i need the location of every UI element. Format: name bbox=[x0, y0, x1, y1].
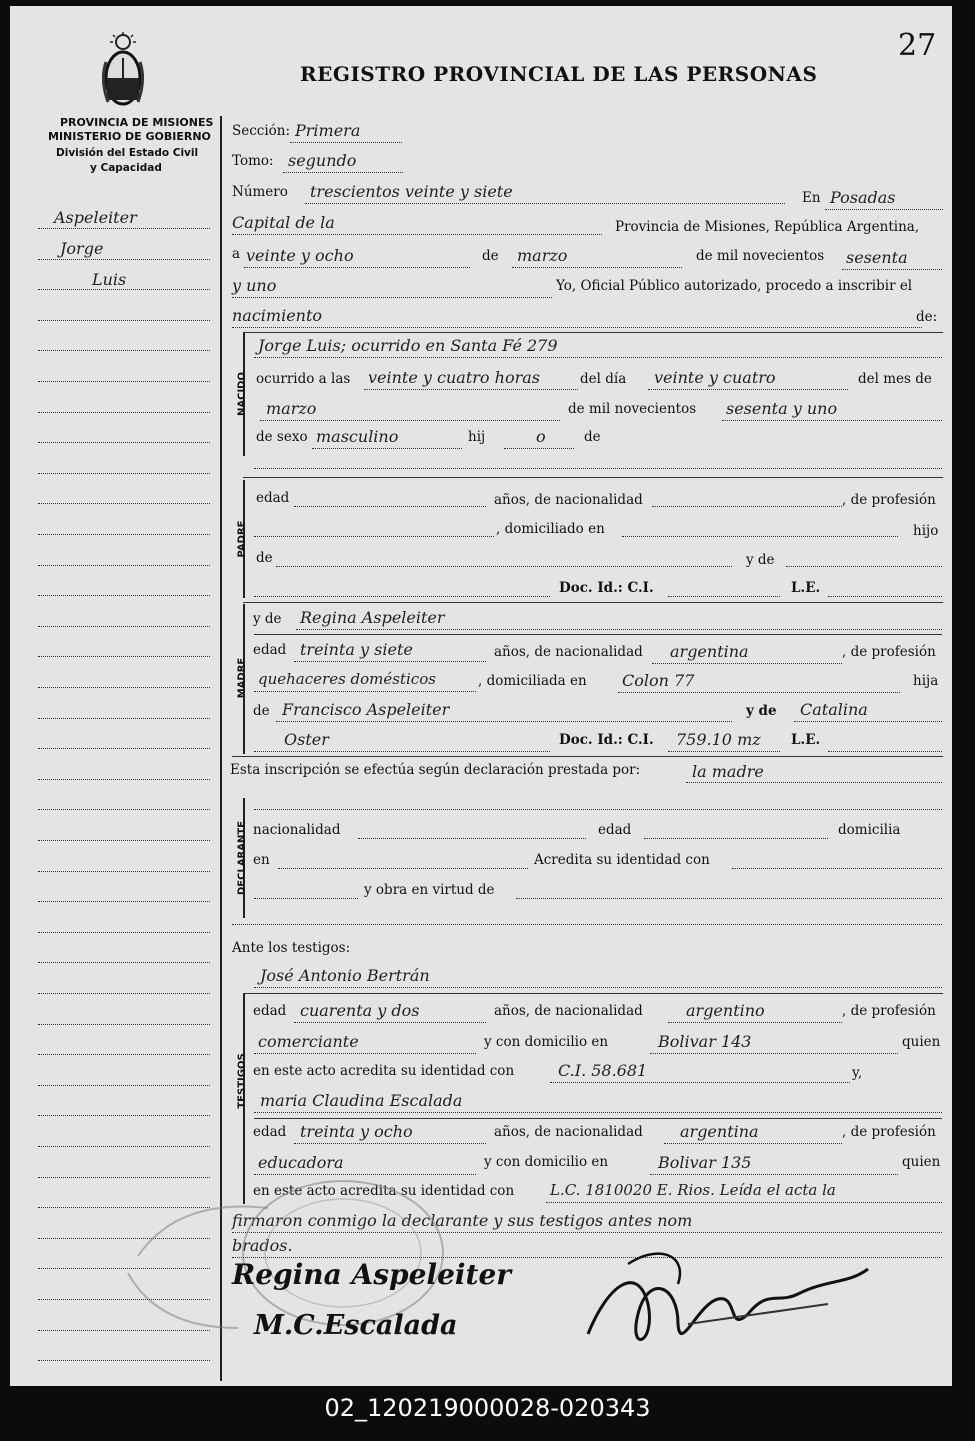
t2-prof-value: educadora bbox=[258, 1153, 344, 1172]
padre-doc-line bbox=[668, 596, 780, 597]
madre-doc-value: 759.10 mz bbox=[676, 730, 761, 749]
margin-line bbox=[38, 259, 210, 260]
letterhead-capacity: y Capacidad bbox=[90, 162, 162, 174]
tomo-line bbox=[283, 172, 403, 173]
margin-line bbox=[38, 932, 210, 933]
day-line bbox=[244, 267, 470, 268]
en-value: Posadas bbox=[830, 188, 896, 207]
nacido-mil-label: de mil novecientos bbox=[568, 401, 697, 417]
decl-edad-line bbox=[644, 838, 828, 839]
mil-label: de mil novecientos bbox=[696, 248, 825, 264]
footer-code: 02_120219000028-020343 bbox=[324, 1394, 651, 1422]
day-value: veinte y ocho bbox=[246, 246, 354, 265]
hij-line bbox=[504, 448, 574, 449]
de-label: de bbox=[482, 248, 499, 264]
t1-y-label: y, bbox=[852, 1065, 863, 1081]
numero-value: trescientos veinte y siete bbox=[310, 182, 513, 201]
t2-doc-line bbox=[546, 1202, 942, 1203]
nacido-de-label: de bbox=[584, 429, 601, 445]
madre-nac-value: argentina bbox=[670, 642, 749, 661]
decl-domicilia-label: domicilia bbox=[838, 822, 901, 838]
madre-dom-line bbox=[618, 692, 900, 693]
ocurrido-label: ocurrido a las bbox=[256, 371, 351, 387]
provincia-text: Provincia de Misiones, República Argentina, bbox=[615, 219, 920, 235]
numero-line bbox=[305, 203, 785, 204]
en-label: En bbox=[802, 190, 821, 206]
decl-obra-blank-line bbox=[254, 898, 358, 899]
margin-line bbox=[38, 748, 210, 749]
del-dia-label: del día bbox=[580, 371, 627, 387]
seccion-value: Primera bbox=[295, 121, 361, 140]
margin-line bbox=[38, 289, 210, 290]
testigo1-name: José Antonio Bertrán bbox=[260, 966, 430, 985]
t2-acredita-label: en este acto acredita su identidad con bbox=[253, 1183, 515, 1199]
madre-profesion-value: quehaceres domésticos bbox=[258, 670, 436, 688]
margin-line bbox=[38, 473, 210, 474]
hija-label: hija bbox=[913, 673, 939, 689]
nacido-name-value: Jorge Luis; ocurrido en Santa Fé 279 bbox=[258, 336, 558, 355]
margin-first-name: Jorge bbox=[60, 239, 104, 258]
t1-nac-value: argentino bbox=[686, 1001, 765, 1020]
testigos-label: TESTIGOS bbox=[236, 1053, 248, 1109]
padre-de-line bbox=[276, 566, 732, 567]
margin-line bbox=[38, 779, 210, 780]
oficial-text: Yo, Oficial Público autorizado, procedo a inscribir el bbox=[556, 278, 913, 294]
padre-y-de-line bbox=[786, 566, 942, 567]
document-page bbox=[10, 6, 952, 1386]
padre-bottom-rule bbox=[243, 602, 943, 603]
decl-nac-line bbox=[358, 838, 586, 839]
sexo-value: masculino bbox=[316, 427, 399, 446]
signature-regina: Regina Aspeleiter bbox=[232, 1258, 512, 1291]
closing-line-2: brados. bbox=[232, 1236, 293, 1255]
domiciliado-label: , domiciliado en bbox=[496, 521, 605, 537]
margin-line bbox=[38, 565, 210, 566]
madre-edad-value: treinta y siete bbox=[300, 640, 413, 659]
madre-label: MADRE bbox=[236, 657, 248, 699]
madre-madre-value-1: Catalina bbox=[800, 700, 868, 719]
madre-prof-line bbox=[254, 691, 476, 692]
coat-of-arms bbox=[100, 32, 146, 114]
padre-doc-label: Doc. Id.: C.I. bbox=[559, 580, 654, 596]
madre-y-de-label: y de bbox=[253, 611, 282, 627]
year-line-2 bbox=[232, 297, 552, 298]
margin-line bbox=[38, 809, 210, 810]
madre-doc-line bbox=[668, 751, 780, 752]
del-mes-label: del mes de bbox=[858, 371, 932, 387]
t2-dom-line bbox=[650, 1174, 898, 1175]
margin-second-name: Luis bbox=[92, 270, 127, 289]
margin-line bbox=[38, 503, 210, 504]
t1-acredita-label: en este acto acredita su identidad con bbox=[253, 1063, 515, 1079]
numero-label: Número bbox=[232, 184, 288, 200]
padre-de-label: de bbox=[256, 550, 273, 566]
tomo-value: segundo bbox=[288, 151, 357, 170]
madre-le-label: L.E. bbox=[791, 732, 821, 748]
margin-line bbox=[38, 228, 210, 229]
tomo-label: Tomo: bbox=[232, 153, 274, 169]
margin-line bbox=[38, 871, 210, 872]
padre-label: PADRE bbox=[236, 520, 248, 558]
t1-edad-label: edad bbox=[253, 1003, 287, 1019]
year-value-2: y uno bbox=[232, 276, 277, 295]
sexo-label: de sexo bbox=[256, 429, 308, 445]
dia-line bbox=[648, 389, 848, 390]
page-title: REGISTRO PROVINCIAL DE LAS PERSONAS bbox=[300, 62, 818, 86]
t2-edad-value: treinta y ocho bbox=[300, 1122, 413, 1141]
t1-profesion-label: , de profesión bbox=[842, 1003, 936, 1019]
madre-nac-line bbox=[652, 663, 842, 664]
decl-obra-label: y obra en virtud de bbox=[364, 882, 495, 898]
padre-edad-line bbox=[294, 506, 486, 507]
padre-y-de-label: y de bbox=[746, 552, 775, 568]
nacido-blank-line bbox=[254, 468, 942, 469]
t1-edad-line bbox=[294, 1022, 486, 1023]
letterhead-ministry: MINISTERIO DE GOBIERNO bbox=[48, 130, 211, 143]
padre-profesion-label: , de profesión bbox=[842, 492, 936, 508]
margin-line bbox=[38, 993, 210, 994]
official-signature bbox=[568, 1244, 898, 1374]
en-line bbox=[825, 209, 943, 210]
decl-edad-label: edad bbox=[598, 822, 632, 838]
padre-anios-label: años, de nacionalidad bbox=[494, 492, 643, 508]
testigo2-rule bbox=[254, 1118, 942, 1119]
mes-line bbox=[260, 420, 560, 421]
margin-line bbox=[38, 1115, 210, 1116]
madre-name-rule bbox=[254, 634, 942, 635]
madre-le-line bbox=[828, 751, 942, 752]
capital-value: Capital de la bbox=[232, 213, 335, 232]
padre-le-line bbox=[828, 596, 942, 597]
margin-line bbox=[38, 1085, 210, 1086]
ante-testigos-label: Ante los testigos: bbox=[232, 940, 351, 956]
padre-prof-line bbox=[254, 536, 494, 537]
padre-le-label: L.E. bbox=[791, 580, 821, 596]
madre-bottom-rule bbox=[232, 756, 943, 757]
anio-line bbox=[722, 420, 942, 421]
seccion-line bbox=[290, 142, 402, 143]
margin-line bbox=[38, 626, 210, 627]
letterhead-division: División del Estado Civil bbox=[56, 147, 199, 159]
madre-padre-value: Francisco Aspeleiter bbox=[282, 700, 450, 719]
margin-line bbox=[38, 381, 210, 382]
t1-dom-value: Bolivar 143 bbox=[658, 1032, 752, 1051]
t1-nac-line bbox=[668, 1022, 842, 1023]
letterhead-province: PROVINCIA DE MISIONES bbox=[60, 116, 214, 129]
t1-anios-label: años, de nacionalidad bbox=[494, 1003, 643, 1019]
t2-nac-line bbox=[664, 1143, 842, 1144]
madre-de-label: de bbox=[253, 703, 270, 719]
testigo1-rule bbox=[243, 993, 943, 994]
nacido-label: NACIDO bbox=[236, 371, 248, 416]
madre-name-value: Regina Aspeleiter bbox=[300, 608, 445, 627]
margin-line bbox=[38, 534, 210, 535]
month-value: marzo bbox=[517, 246, 568, 265]
declaracion-value: la madre bbox=[692, 762, 764, 781]
decl-line-last bbox=[232, 924, 942, 925]
page-number: 27 bbox=[898, 28, 937, 63]
inscribir-line bbox=[232, 327, 922, 328]
margin-surname: Aspeleiter bbox=[54, 208, 137, 227]
t1-prof-value: comerciante bbox=[258, 1032, 359, 1051]
t1-quien-label: quien bbox=[902, 1034, 941, 1050]
nacido-bottom-rule bbox=[243, 477, 943, 478]
t2-edad-line bbox=[294, 1143, 486, 1144]
margin-line bbox=[38, 350, 210, 351]
hijo-label: hijo bbox=[913, 523, 939, 539]
t2-anios-label: años, de nacionalidad bbox=[494, 1124, 643, 1140]
t2-dom-value: Bolivar 135 bbox=[658, 1153, 752, 1172]
capital-line bbox=[232, 234, 602, 235]
domiciliada-label: , domiciliada en bbox=[478, 673, 587, 689]
decl-en-label: en bbox=[253, 852, 270, 868]
inscribir-value: nacimiento bbox=[232, 306, 323, 325]
margin-line bbox=[38, 901, 210, 902]
madre-name-line bbox=[296, 629, 942, 630]
madre-madre2-line bbox=[254, 751, 550, 752]
t1-doc-value: C.I. 58.681 bbox=[558, 1061, 648, 1080]
hora-line bbox=[364, 389, 578, 390]
decl-obra-line bbox=[516, 898, 942, 899]
declaracion-text: Esta inscripción se efectúa según declaración prestada por: bbox=[230, 762, 641, 778]
testigo1-name-line bbox=[254, 987, 942, 988]
declarante-line-1 bbox=[254, 809, 942, 810]
t1-domicilio-label: y con domicilio en bbox=[484, 1034, 609, 1050]
t1-dom-line bbox=[650, 1053, 898, 1054]
margin-line bbox=[38, 687, 210, 688]
t2-nac-value: argentina bbox=[680, 1122, 759, 1141]
declarante-label: DECLARANTE bbox=[236, 820, 248, 896]
t2-prof-line bbox=[254, 1174, 476, 1175]
dia-value: veinte y cuatro bbox=[654, 368, 776, 387]
madre-y-de2-label: y de bbox=[746, 703, 777, 719]
madre-padre-line bbox=[276, 721, 732, 722]
decl-nacionalidad-label: nacionalidad bbox=[253, 822, 341, 838]
padre-nac-line bbox=[652, 506, 842, 507]
closing-line-1: firmaron conmigo la declarante y sus testigos antes nom bbox=[232, 1211, 693, 1230]
madre-profesion-label: , de profesión bbox=[842, 644, 936, 660]
hij-label: hij bbox=[468, 429, 486, 445]
t2-quien-label: quien bbox=[902, 1154, 941, 1170]
madre-madre-line bbox=[794, 721, 942, 722]
madre-doc-label: Doc. Id.: C.I. bbox=[559, 732, 654, 748]
testigo2-name: maria Claudina Escalada bbox=[260, 1091, 463, 1110]
margin-line bbox=[38, 595, 210, 596]
decl-acredita-line bbox=[732, 868, 942, 869]
margin-line bbox=[38, 962, 210, 963]
hora-value: veinte y cuatro horas bbox=[368, 368, 540, 387]
margin-line bbox=[38, 1360, 210, 1361]
margin-line bbox=[38, 656, 210, 657]
mes-value: marzo bbox=[266, 399, 317, 418]
signature-escalada: M.C.Escalada bbox=[254, 1310, 458, 1341]
madre-madre-value-2: Oster bbox=[284, 730, 329, 749]
madre-edad-line bbox=[294, 661, 486, 662]
year-line-1 bbox=[842, 269, 942, 270]
declaracion-line bbox=[686, 782, 942, 783]
margin-line bbox=[38, 442, 210, 443]
margin-line bbox=[38, 1024, 210, 1025]
t1-doc-line bbox=[550, 1082, 850, 1083]
madre-domicilio-value: Colon 77 bbox=[622, 671, 695, 690]
sexo-line bbox=[312, 448, 462, 449]
year-value-1: sesenta bbox=[846, 248, 908, 267]
t2-edad-label: edad bbox=[253, 1124, 287, 1140]
hij-value: o bbox=[536, 427, 546, 446]
margin-line bbox=[38, 320, 210, 321]
nacido-name-line bbox=[254, 357, 942, 358]
de2-label: de: bbox=[916, 309, 938, 325]
t1-edad-value: cuarenta y dos bbox=[300, 1001, 420, 1020]
margin-line bbox=[38, 840, 210, 841]
anio-value: sesenta y uno bbox=[726, 399, 838, 418]
a-label: a bbox=[232, 246, 241, 262]
t2-domicilio-label: y con domicilio en bbox=[484, 1154, 609, 1170]
decl-acredita-label: Acredita su identidad con bbox=[534, 852, 710, 868]
t2-profesion-label: , de profesión bbox=[842, 1124, 936, 1140]
madre-edad-label: edad bbox=[253, 642, 287, 658]
t1-prof-line bbox=[254, 1053, 476, 1054]
testigo2-name-line bbox=[254, 1112, 942, 1113]
margin-line bbox=[38, 718, 210, 719]
seccion-label: Sección: bbox=[232, 123, 291, 139]
nacido-top-rule bbox=[243, 332, 943, 333]
margin-line bbox=[38, 412, 210, 413]
padre-edad-label: edad bbox=[256, 490, 290, 506]
padre-doc-blank-line bbox=[254, 596, 550, 597]
month-line bbox=[512, 267, 682, 268]
t2-doc-value: L.C. 1810020 E. Rios. Leída el acta la bbox=[550, 1181, 836, 1199]
decl-en-line bbox=[278, 868, 528, 869]
madre-anios-label: años, de nacionalidad bbox=[494, 644, 643, 660]
margin-line bbox=[38, 1054, 210, 1055]
margin-line bbox=[38, 1146, 210, 1147]
padre-dom-line bbox=[622, 536, 898, 537]
